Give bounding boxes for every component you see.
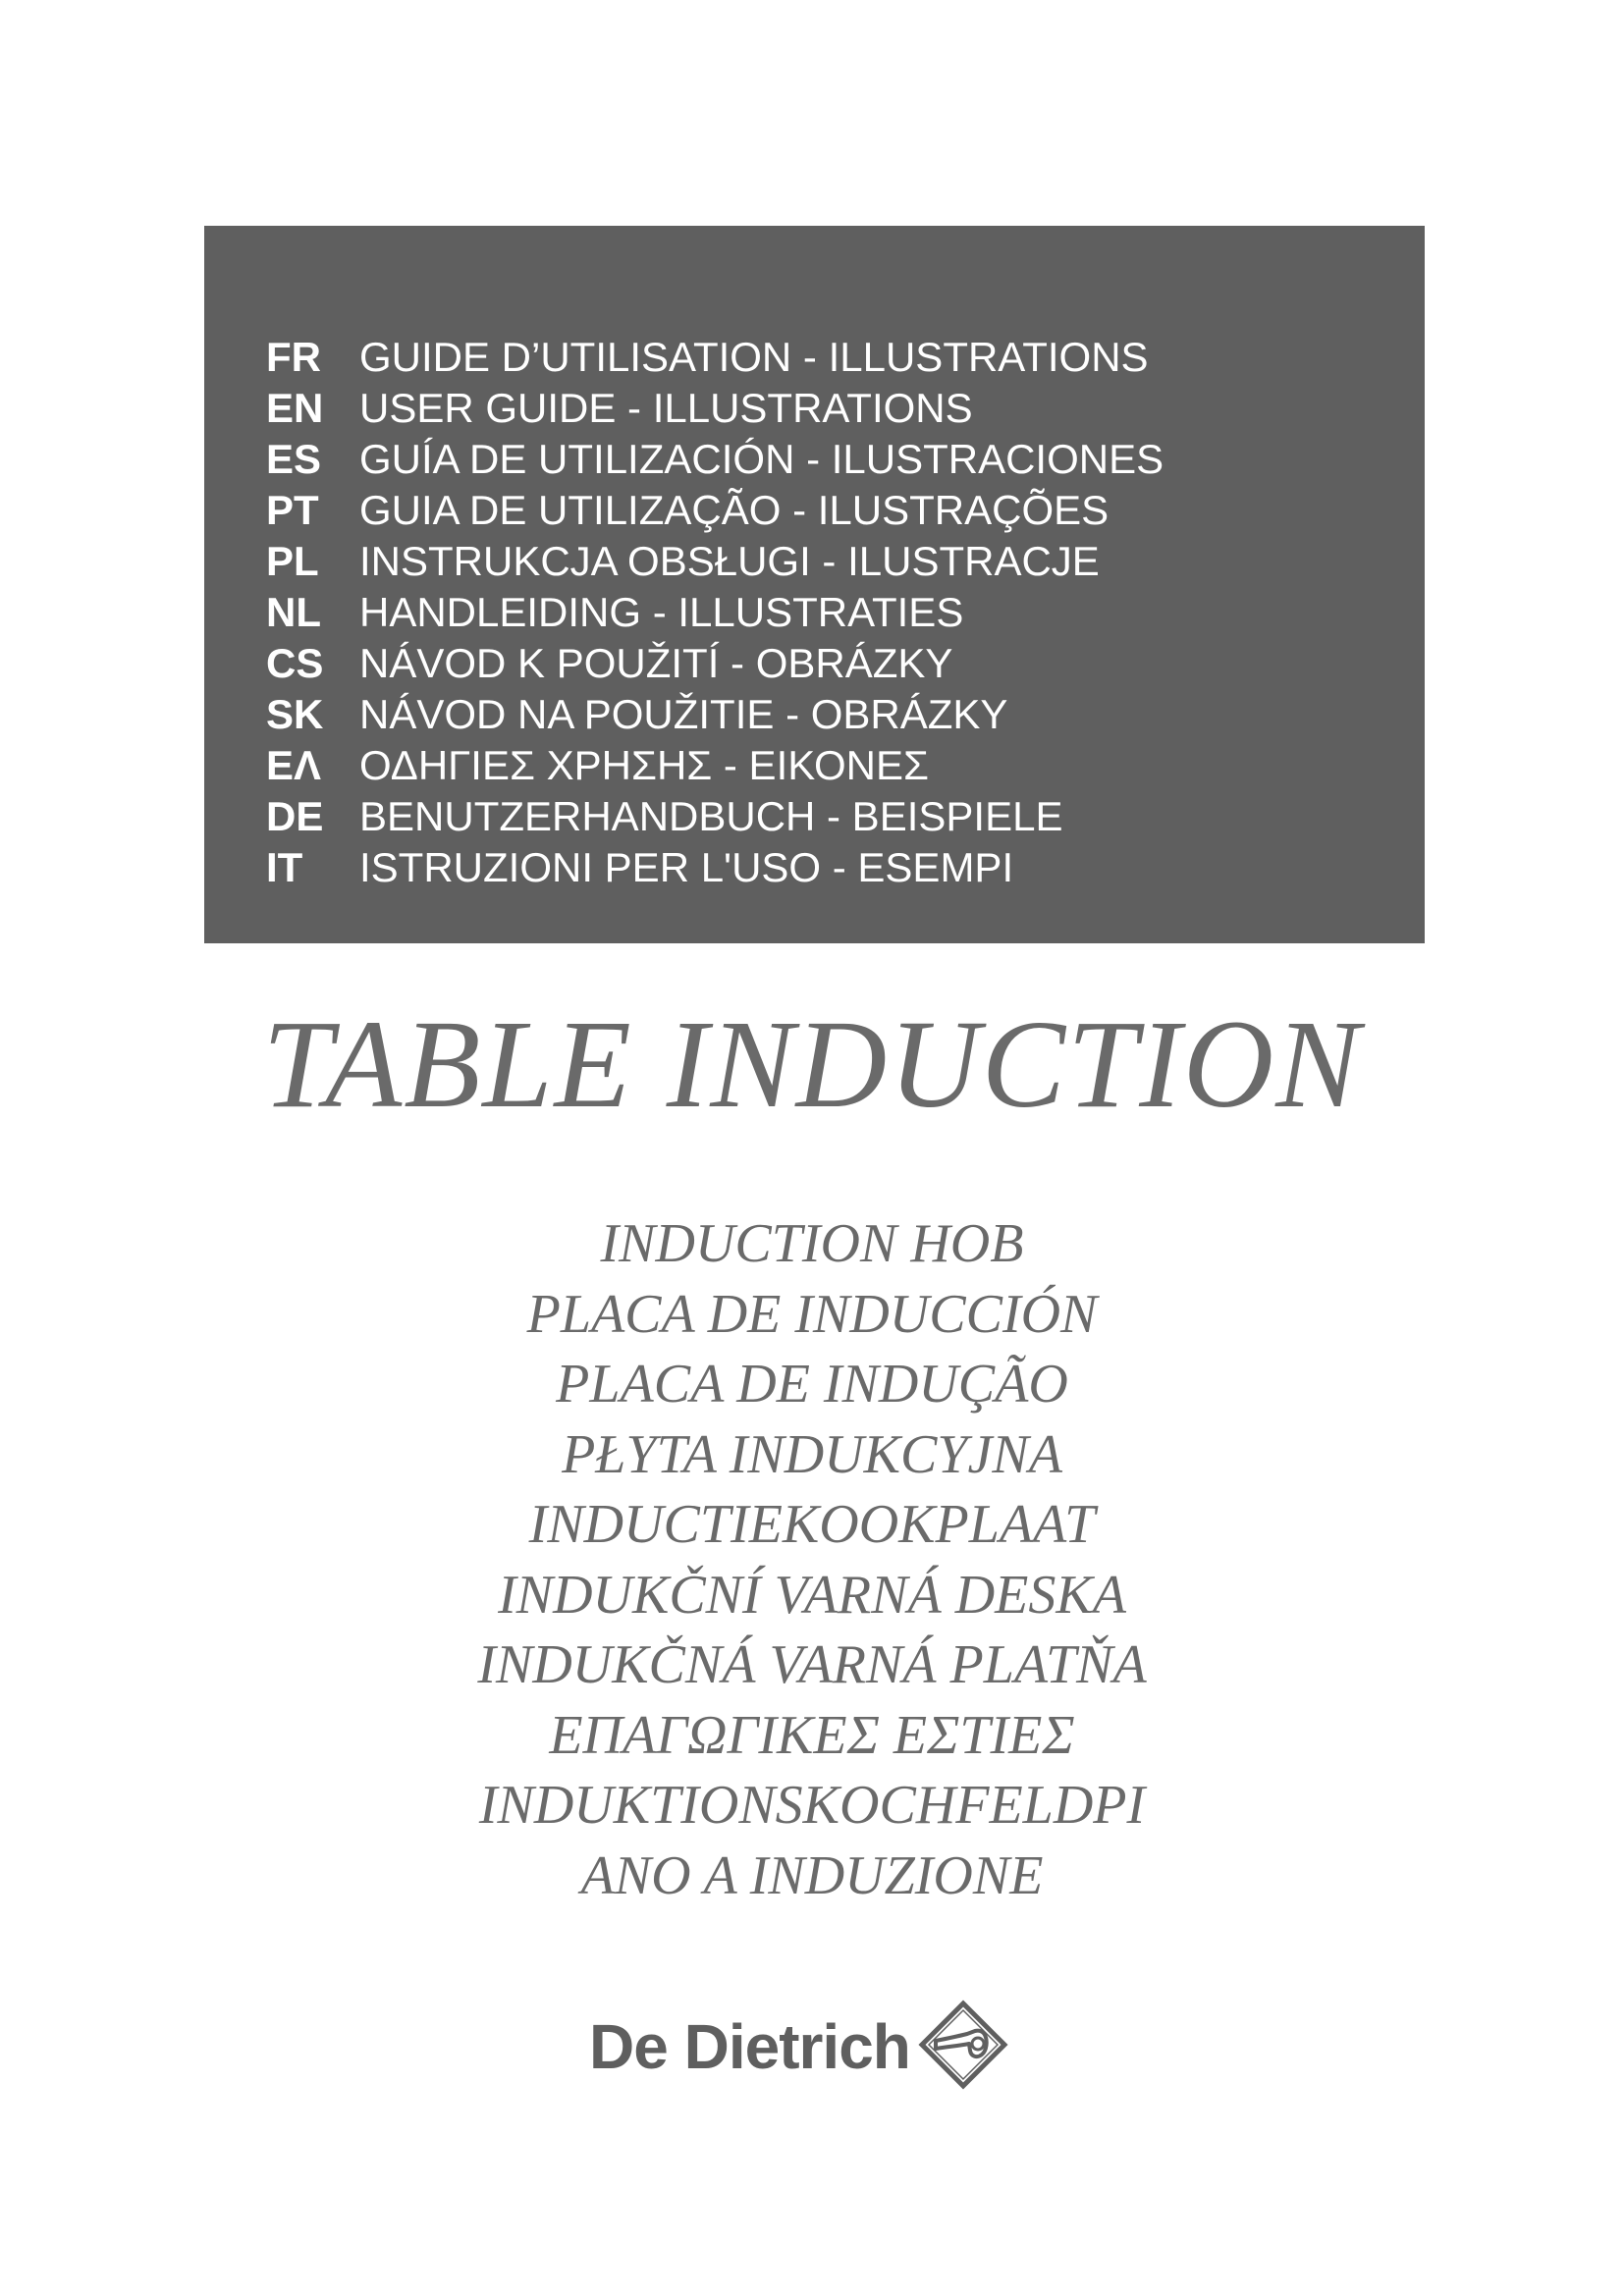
brand-name: De Dietrich [589,2011,910,2082]
language-code: IT [266,844,303,890]
language-code: CS [266,640,324,686]
document-title: TABLE INDUCTION [262,994,1362,1134]
language-code: ES [266,436,322,482]
language-row-es [266,436,1164,487]
brand-logo [589,1998,1010,2096]
language-code: EN [266,385,324,431]
language-code: SK [266,691,324,737]
language-guide-title: HANDLEIDING - ILLUSTRATIES [359,589,964,635]
language-row-pl [266,538,1164,589]
language-guide-title: NÁVOD K POUŽITÍ - OBRÁZKY [359,640,953,686]
language-guide-title: GUÍA DE UTILIZACIÓN - ILUSTRACIONES [359,436,1164,482]
product-name-translation: PŁYTA INDUKCYJNA [562,1423,1062,1485]
product-name-translation: PLACA DE INDUCCIÓN [526,1283,1098,1345]
language-guide-title: BENUTZERHANDBUCH - BEISPIELE [359,793,1063,839]
language-row-cs [266,640,1164,691]
language-code: FR [266,334,321,380]
product-name-translation: INDUKČNÍ VARNÁ DESKA [498,1564,1126,1626]
language-guide-box [204,226,1425,943]
language-code: DE [266,793,324,839]
language-row-it [266,844,1164,895]
diamond-horn-emblem-icon [916,1998,1010,2097]
language-guide-title: GUIA DE UTILIZAÇÃO - ILUSTRAÇÕES [359,487,1110,533]
language-guide-title: ΟΔΗΓΙΕΣ ΧΡΗΣΗΣ - ΕΙΚΟΝΕΣ [359,742,929,788]
product-name-translation: INDUKČNÁ VARNÁ PLATŇA [477,1634,1147,1695]
language-guide-title: USER GUIDE - ILLUSTRATIONS [359,385,973,431]
language-guide-title: GUIDE D’UTILISATION - ILLUSTRATIONS [359,334,1149,380]
language-guide-title: ISTRUZIONI PER L'USO - ESEMPI [359,844,1014,890]
language-list [266,334,1164,895]
language-code: PL [266,538,319,584]
language-code: ΕΛ [266,742,322,788]
language-guide-title: INSTRUKCJA OBSŁUGI - ILUSTRACJE [359,538,1100,584]
language-row-nl [266,589,1164,640]
language-row-sk [266,691,1164,742]
product-name-translations [0,1209,1624,1911]
product-name-translation: ANO A INDUZIONE [580,1844,1044,1906]
language-row-fr [266,334,1164,385]
language-code: NL [266,589,321,635]
product-name-translation: PLACA DE INDUÇÃO [556,1354,1068,1415]
language-row-de [266,793,1164,844]
language-row-el [266,742,1164,793]
product-name-translation: ΕΠΑΓΩΓΙΚΕΣ ΕΣΤΙΕΣ [549,1704,1075,1766]
product-name-translation: INDUKTIONSKOCHFELDPI [478,1775,1146,1836]
language-row-pt [266,487,1164,538]
language-code: PT [266,487,319,533]
product-name-translation: INDUCTION HOB [600,1213,1024,1274]
language-guide-title: NÁVOD NA POUŽITIE - OBRÁZKY [359,691,1008,737]
language-row-en [266,385,1164,436]
product-name-translation: INDUCTIEKOOKPLAAT [528,1494,1096,1555]
